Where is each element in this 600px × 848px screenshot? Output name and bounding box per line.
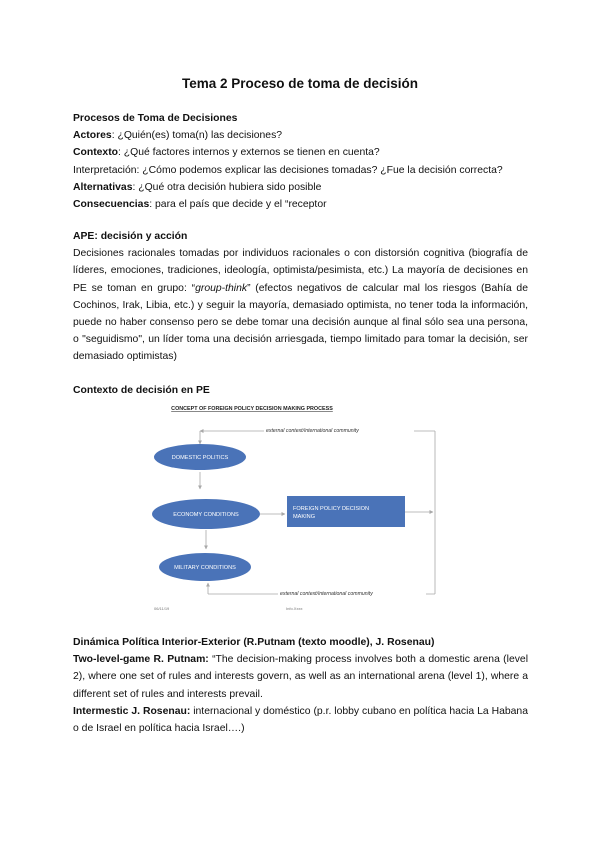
node-label: ECONOMY CONDITIONS [173, 512, 239, 518]
list-item [73, 196, 528, 213]
item-text: : para el país que decide y el “receptor [149, 199, 327, 211]
diagram-author: Info.Xxxx [286, 606, 303, 611]
section-heading: Procesos de Toma de Decisiones [73, 113, 238, 124]
list-item [73, 144, 528, 161]
item-label: Contexto [73, 147, 119, 159]
paragraph-text: ” (efectos negativos de calcular mal los riesgos (Bahía de Cochinos, Irak, Libia, etc.) y seguir la mayoría, demasiado optimista, no tener toda la información, puede no haber consenso pero se debe tomar una decisión aunque al final sólo sea una persona, o "seguidismo", un líder toma una decisión arriesgada, tiempo limitado para tomar la decisión, ser demasiado optimistas) [73, 282, 528, 363]
paragraph-text: internacional y doméstico (p.r. lobby cubano en política hacia La Habana o de Israel en política hacia Israel….) [73, 705, 528, 735]
list-item [73, 127, 528, 144]
paragraph-putnam [73, 651, 528, 703]
section-heading: APE: decisión y acción [73, 231, 188, 242]
page-title: Tema 2 Proceso de toma de decisión [181, 76, 419, 91]
section-heading: Dinámica Política Interior-Exterior (R.Putnam (texto moodle), J. Rosenau) [73, 637, 435, 648]
paragraph [73, 245, 528, 365]
item-label: Actores [73, 130, 112, 142]
term-label: Two-level-game R. Putnam: [73, 654, 209, 666]
paragraph-rosenau [73, 703, 528, 737]
italic-term: group-think [195, 282, 248, 294]
item-text: : ¿Qué factores internos y externos se tienen en cuenta? [118, 147, 380, 159]
top-context-label: external context/international community [266, 428, 359, 434]
list-item [73, 179, 528, 196]
decision-box-line2: MAKING [293, 514, 316, 520]
section-decision-processes [73, 110, 528, 213]
decision-process-diagram [140, 404, 450, 612]
paragraph-text: Decisiones racionales tomadas por individuos racionales o con distorsión cognitiva (biografía de líderes, emociones, tradiciones, ideología, optimista/pesimista, etc.) La mayoría de decisiones en PE se toman en grupo: “ [73, 248, 528, 294]
section-heading: Contexto de decisión en PE [73, 385, 210, 396]
item-label: Consecuencias [73, 199, 150, 211]
item-text: Interpretación: ¿Cómo podemos explicar las decisiones tomadas? ¿Fue la decisión correcta? [73, 164, 503, 176]
diagram-title: CONCEPT OF FOREIGN POLICY DECISION MAKING PROCESS [171, 406, 333, 412]
bottom-context-label: external context/international community [280, 591, 373, 597]
section-ape [73, 228, 528, 366]
item-text: : ¿Qué otra decisión hubiera sido posible [132, 181, 322, 193]
list-item [73, 162, 528, 179]
item-label: Alternativas [73, 181, 133, 193]
section-context [73, 382, 528, 399]
node-label: DOMESTIC POLITICS [171, 455, 229, 461]
decision-box-line1: FOREIGN POLICY DECISION [293, 506, 370, 512]
item-text: : ¿Quién(es) toma(n) las decisiones? [111, 130, 283, 142]
paragraph-text: “The decision-making process involves both a domestic arena (level 2), where one set of rules and interests govern, as well as an international arena (level 1), where a different set of rules and interests prevail. [73, 654, 528, 700]
section-domestic-foreign [73, 634, 528, 737]
term-label: Intermestic J. Rosenau: [73, 705, 191, 717]
node-label: MILITARY CONDITIONS [174, 565, 236, 571]
diagram-date: 06/11/19 [154, 606, 170, 611]
